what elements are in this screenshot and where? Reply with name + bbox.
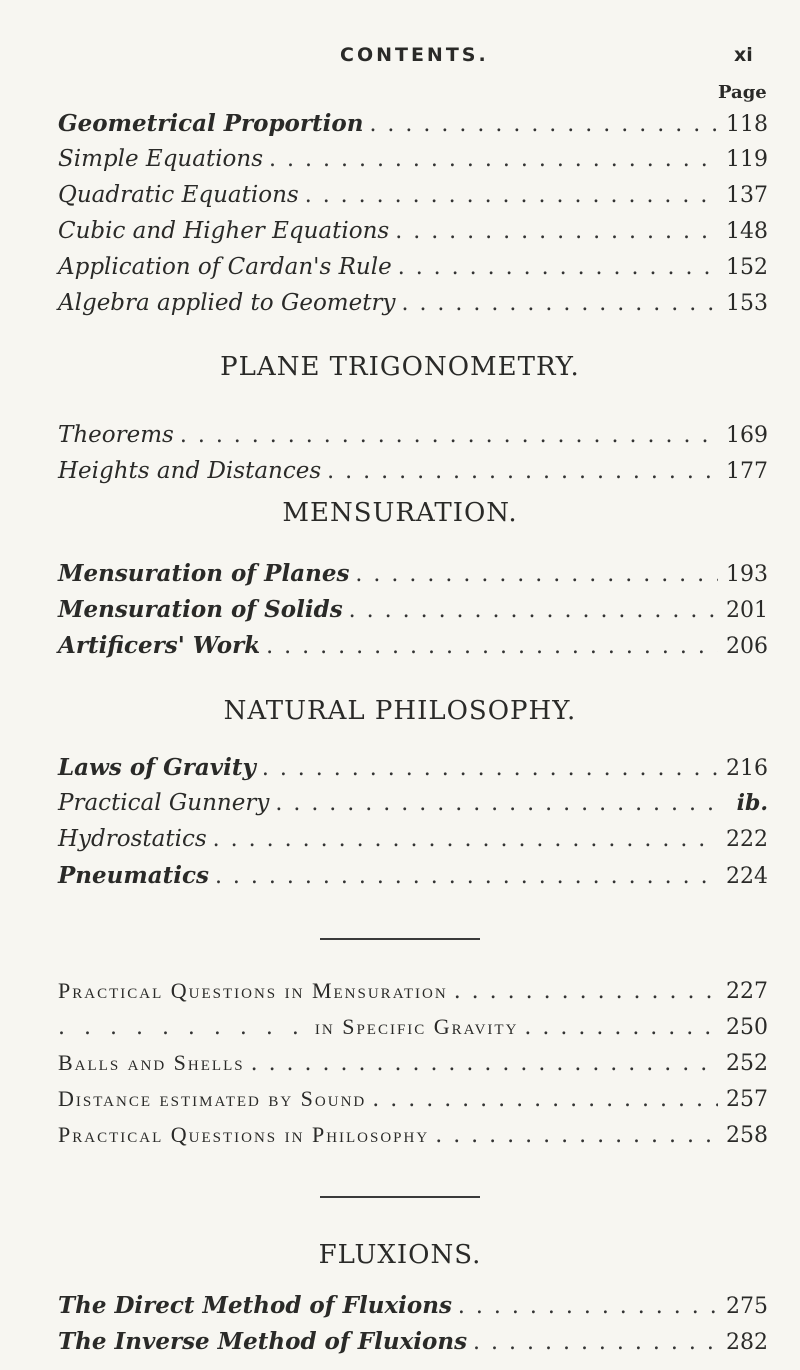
- dot-leader: [349, 598, 718, 623]
- dot-leader: [275, 791, 718, 816]
- dot-leader: [524, 1015, 718, 1040]
- page-number: xi: [734, 44, 753, 66]
- entry-page: 227: [726, 979, 768, 1004]
- entry-page: 148: [726, 219, 768, 244]
- dot-leader: [266, 634, 718, 659]
- entry-page: 206: [726, 634, 768, 659]
- section-divider: [320, 938, 480, 940]
- dot-leader: [327, 459, 718, 484]
- toc-entry[interactable]: [58, 596, 768, 632]
- entry-page: 257: [726, 1087, 768, 1112]
- entry-title: in Specific Gravity: [314, 1014, 519, 1039]
- page-header: [0, 44, 800, 74]
- entry-title: Heights and Distances: [58, 458, 322, 484]
- entry-page: 224: [726, 864, 768, 889]
- toc-entry[interactable]: [58, 146, 768, 182]
- entry-title: Distance estimated by Sound: [58, 1086, 367, 1111]
- entry-title: Algebra applied to Geometry: [58, 290, 396, 316]
- entry-page: 169: [726, 423, 768, 448]
- entry-title: Theorems: [58, 422, 174, 448]
- toc-entry[interactable]: [58, 422, 768, 458]
- dot-leader: [215, 864, 718, 889]
- dot-leader: [398, 255, 718, 280]
- entry-title: Mensuration of Planes: [58, 560, 350, 587]
- entry-page: 282: [726, 1330, 768, 1355]
- toc-entry[interactable]: [58, 1014, 768, 1050]
- page-column-label: Page: [718, 82, 767, 103]
- entry-page: 119: [726, 147, 768, 172]
- dot-leader: . . . . . . . . . .: [58, 1015, 305, 1040]
- entry-page: 152: [726, 255, 768, 280]
- dot-leader: [355, 562, 718, 587]
- section-heading-fluxions: FLUXIONS.: [318, 1240, 482, 1270]
- toc-entry[interactable]: [58, 560, 768, 596]
- toc-entry[interactable]: [58, 632, 768, 668]
- toc-entry[interactable]: [58, 1122, 768, 1158]
- dot-leader: [262, 756, 718, 781]
- entry-page: 137: [726, 183, 768, 208]
- section-divider: [320, 1196, 480, 1198]
- section-heading-natural-philosophy: NATURAL PHILOSOPHY.: [223, 696, 577, 726]
- toc-entry[interactable]: [58, 862, 768, 898]
- dot-leader: [458, 1294, 718, 1319]
- toc-entry[interactable]: [58, 110, 768, 146]
- toc-entry[interactable]: [58, 458, 768, 494]
- toc-entry[interactable]: [58, 1086, 768, 1122]
- entry-page: 201: [726, 598, 768, 623]
- entry-title: The Inverse Method of Fluxions: [58, 1328, 468, 1355]
- dot-leader: [395, 219, 718, 244]
- entry-page: 193: [726, 562, 768, 587]
- entry-page: 222: [726, 827, 768, 852]
- entry-page: 252: [726, 1051, 768, 1076]
- entry-title: Geometrical Proportion: [58, 110, 364, 137]
- entry-title: Pneumatics: [58, 862, 209, 889]
- dot-leader: [454, 979, 718, 1004]
- entry-title: Quadratic Equations: [58, 182, 299, 208]
- entry-title: Simple Equations: [58, 146, 264, 172]
- entry-title: Cubic and Higher Equations: [58, 218, 390, 244]
- entry-title: Artificers' Work: [58, 632, 261, 659]
- toc-entry[interactable]: [58, 1050, 768, 1086]
- entry-page: 275: [726, 1294, 768, 1319]
- entry-title: The Direct Method of Fluxions: [58, 1292, 452, 1319]
- page-title: CONTENTS.: [340, 44, 489, 66]
- toc-entry[interactable]: [58, 254, 768, 290]
- entry-title: Practical Questions in Philosophy: [58, 1122, 430, 1147]
- entry-title: Hydrostatics: [58, 826, 207, 852]
- section-heading-mensuration: MENSURATION.: [282, 498, 518, 528]
- entry-page: 250: [726, 1015, 768, 1040]
- toc-entry[interactable]: [58, 290, 768, 326]
- toc-entry[interactable]: [58, 790, 768, 826]
- dot-leader: [251, 1051, 718, 1076]
- toc-entry[interactable]: [58, 826, 768, 862]
- entry-title: Mensuration of Solids: [58, 596, 343, 623]
- entry-title: Balls and Shells: [58, 1050, 245, 1075]
- entry-page: ib.: [736, 790, 768, 816]
- dot-leader: [473, 1330, 718, 1355]
- entry-title: Application of Cardan's Rule: [58, 254, 392, 280]
- toc-entry[interactable]: [58, 218, 768, 254]
- entry-title: Practical Questions in Mensuration: [58, 978, 448, 1003]
- dot-leader: [401, 291, 718, 316]
- dot-leader: [369, 112, 718, 137]
- entry-title: Practical Gunnery: [58, 790, 270, 816]
- toc-entry[interactable]: [58, 754, 768, 790]
- entry-page: 258: [726, 1123, 768, 1148]
- dot-leader: [269, 147, 718, 172]
- entry-page: 153: [726, 291, 768, 316]
- section-heading-trigonometry: PLANE TRIGONOMETRY.: [220, 352, 580, 382]
- toc-entry[interactable]: [58, 182, 768, 218]
- dot-leader: [372, 1087, 718, 1112]
- entry-page: 118: [726, 112, 768, 137]
- toc-entry[interactable]: [58, 1328, 768, 1364]
- entry-title: Laws of Gravity: [58, 754, 256, 781]
- dot-leader: [180, 423, 718, 448]
- toc-entry[interactable]: [58, 1292, 768, 1328]
- dot-leader: [213, 827, 718, 852]
- dot-leader: [305, 183, 718, 208]
- toc-entry[interactable]: [58, 978, 768, 1014]
- entry-page: 216: [726, 756, 768, 781]
- dot-leader: [435, 1123, 718, 1148]
- entry-page: 177: [726, 459, 768, 484]
